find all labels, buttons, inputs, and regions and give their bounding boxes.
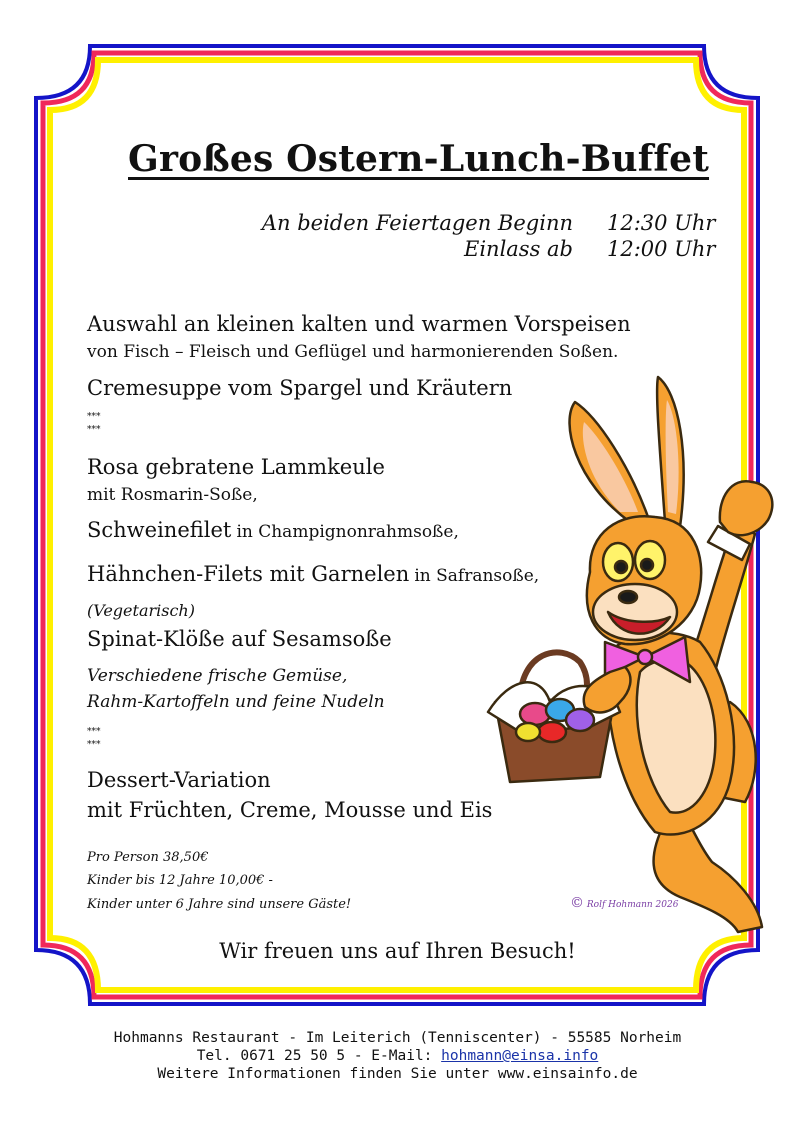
copyright-text: Rolf Hohmann 2026 [586,900,679,910]
sides-line1: Verschiedene frische Gemüse, [87,666,348,686]
schedule-label-start: An beiden Feiertagen Beginn [261,211,573,235]
price-child: Kinder bis 12 Jahre 10,00€ - [87,873,273,888]
separator-4: *** [87,740,101,750]
page-title: Großes Ostern-Lunch-Buffet [128,138,710,180]
schedule-time-entry: 12:00 Uhr [607,237,716,261]
lamb-sauce: mit Rosmarin-Soße, [87,485,258,505]
starter-line1: Auswahl an kleinen kalten und warmen Vorspeisen [87,312,631,336]
pork-sauce: in Champignonrahmsoße, [236,522,459,542]
footer-phone: Tel. 0671 25 50 5 - E-Mail: [196,1048,442,1064]
dessert-line2: mit Früchten, Creme, Mousse und Eis [87,798,493,822]
footer-contact [0,1048,795,1064]
chicken-sauce: in Safransoße, [414,566,540,586]
footer-website: Weitere Informationen finden Sie unter www.einsainfo.de [157,1066,638,1082]
easter-bunny-illustration [480,372,780,937]
soup-item: Cremesuppe vom Spargel und Kräutern [87,376,513,400]
chicken-item: Hähnchen-Filets mit Garnelen [87,562,410,586]
separator-2: *** [87,425,101,435]
schedule-label-entry: Einlass ab [464,237,573,261]
price-adult: Pro Person 38,50€ [87,850,209,865]
vegetarian-dish: Spinat-Klöße auf Sesamsoße [87,627,392,651]
vegetarian-label: (Vegetarisch) [87,601,195,620]
copyright-note [570,895,678,911]
price-toddler: Kinder unter 6 Jahre sind unsere Gäste! [87,897,352,912]
separator-1: *** [87,412,101,422]
closing-message: Wir freuen uns auf Ihren Besuch! [219,939,576,963]
lamb-item: Rosa gebratene Lammkeule [87,455,385,479]
dessert-line1: Dessert-Variation [87,768,271,792]
footer-address: Hohmanns Restaurant - Im Leiterich (Tenniscenter) - 55585 Norheim [113,1030,682,1046]
pork-line [87,518,459,542]
schedule-time-start: 12:30 Uhr [607,211,716,235]
copyright-icon: © [570,895,584,911]
separator-3: *** [87,727,101,737]
starter-line2: von Fisch – Fleisch und Geflügel und harmonierenden Soßen. [87,342,619,362]
pork-item: Schweinefilet [87,518,232,542]
chicken-line [87,562,539,586]
sides-line2: Rahm-Kartoffeln und feine Nudeln [87,692,385,712]
email-link[interactable]: hohmann@einsa.info [441,1048,599,1064]
